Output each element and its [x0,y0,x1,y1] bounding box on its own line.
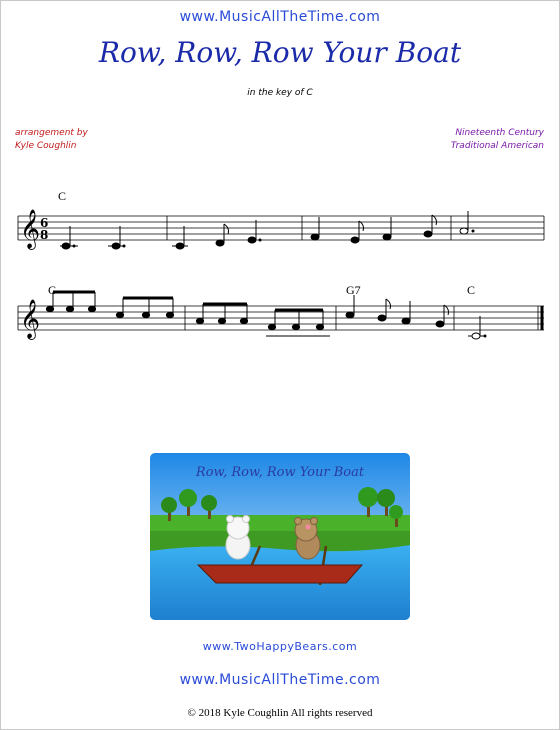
chord-symbol: C [467,283,476,297]
key-label: in the key of C [247,88,313,98]
copyright-notice: © 2018 Kyle Coughlin All rights reserved [187,707,373,719]
treble-clef-icon: 𝄞 [20,209,41,249]
white-bear-icon [226,516,250,560]
staff-line-1 [18,189,544,250]
time-signature-bottom: 8 [40,228,49,242]
illustration-banner[interactable] [150,453,410,620]
arrangement-label: arrangement by [15,128,88,138]
origin-credit [451,127,544,153]
chord-symbol: C [58,189,67,203]
site-url-header[interactable]: www.MusicAllTheTime.com [179,9,381,25]
treble-clef-icon: 𝄞 [20,299,41,339]
sheet-music [0,180,560,380]
arranger-name: Kyle Coughlin [15,141,77,151]
chord-symbol: G7 [346,283,361,297]
chord-symbol: C [48,283,57,297]
origin-century: Nineteenth Century [455,128,544,138]
illustration-title: Row, Row, Row Your Boat [195,465,365,480]
site-url-footer[interactable]: www.MusicAllTheTime.com [179,672,381,688]
two-happy-bears-link[interactable]: www.TwoHappyBears.com [202,640,358,653]
song-title: Row, Row, Row Your Boat [98,36,462,69]
arrangement-credit [15,127,88,153]
time-signature-top: 6 [40,216,49,230]
origin-tradition: Traditional American [450,141,544,151]
rowboat-icon [198,565,362,583]
staff-line-2 [18,283,544,340]
brown-bear-icon [295,518,321,560]
